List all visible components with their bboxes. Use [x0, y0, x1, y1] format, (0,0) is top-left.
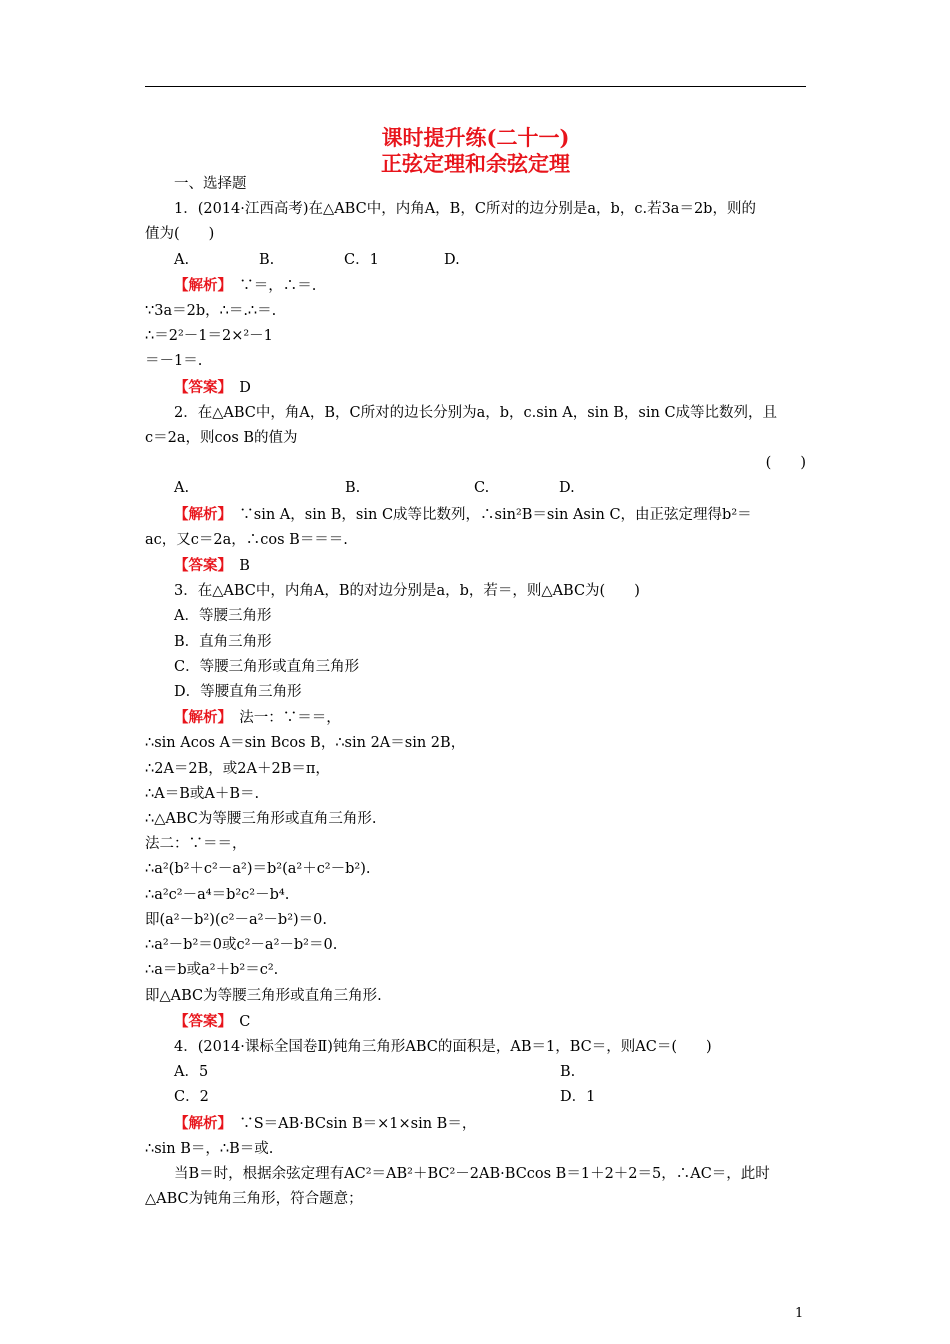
q3-option-d: D．等腰直角三角形 — [174, 684, 302, 701]
q1-answer-value: D — [239, 379, 251, 396]
q1-stem-cont: 值为( ) — [145, 226, 215, 243]
q3-answer-value: C — [239, 1013, 251, 1030]
q2-analysis-label: 【解析】 — [174, 505, 225, 523]
q1-options — [145, 248, 806, 273]
q3-answer — [145, 1009, 806, 1035]
q3-analysis-line: 法二：∵＝＝， — [145, 836, 247, 853]
q3-analysis — [145, 705, 806, 731]
document-body — [145, 172, 806, 1212]
q3-analysis-line: ∴a²(b²＋c²－a²)＝b²(a²＋c²－b²). — [145, 861, 371, 878]
q3-option-a: A．等腰三角形 — [174, 608, 272, 625]
q3-analysis-line: 即(a²－b²)(c²－a²－b²)＝0. — [145, 911, 328, 928]
q3-analysis-line: ∴a＝b或a²＋b²＝c². — [145, 962, 279, 979]
q1-answer-label: 【答案】 — [174, 378, 225, 396]
q3-analysis-label: 【解析】 — [174, 709, 225, 727]
q2-option-a: A. — [174, 480, 190, 497]
q2-option-d: D. — [559, 480, 575, 497]
q2-analysis — [145, 502, 806, 528]
page-subtitle: 正弦定理和余弦定理 — [381, 151, 570, 176]
q1-analysis-line: ∵3a＝2b，∴＝.∴＝. — [145, 303, 277, 320]
q4-option-a: A．5 — [174, 1064, 209, 1081]
q1-option-a: A. — [174, 251, 190, 268]
q1-analysis — [145, 273, 806, 299]
q4-stem: 4．(2014·课标全国卷Ⅱ)钝角三角形ABC的面积是，AB＝1，BC＝，则AC＝( ) — [174, 1038, 712, 1055]
q1-analysis-line: ∴＝2²－1＝2×²－1 — [145, 328, 273, 345]
q3-analysis-line: ∴A＝B或A＋B＝. — [145, 785, 260, 802]
q3-analysis-line: ∴2A＝2B，或2A＋2B＝π， — [145, 760, 330, 777]
q4-analysis — [145, 1111, 806, 1137]
q2-stem-cont: c＝2a，则cos B的值为 — [145, 430, 298, 447]
q2-answer-label: 【答案】 — [174, 557, 225, 575]
q2-paren: ( ) — [765, 455, 806, 472]
q4-analysis-line: △ABC为钝角三角形，符合题意； — [145, 1191, 363, 1208]
page-number: 1 — [795, 1306, 804, 1321]
q1-stem: 1．(2014·江西高考)在△ABC中，内角A，B，C所对的边分别是a，b，c.若3a＝2b，则的 — [174, 201, 756, 218]
q2-answer — [145, 553, 806, 579]
q3-analysis-line: ∴a²c²－a⁴＝b²c²－b⁴. — [145, 886, 290, 903]
q1-analysis-label: 【解析】 — [174, 276, 225, 294]
page-title: 课时提升练(二十一) — [381, 125, 570, 150]
q3-analysis-line: 即△ABC为等腰三角形或直角三角形. — [145, 987, 382, 1004]
q4-options-row1 — [145, 1060, 806, 1085]
q3-stem: 3．在△ABC中，内角A，B的对边分别是a，b，若＝，则△ABC为( ) — [174, 583, 640, 600]
q1-option-d: D. — [444, 251, 460, 268]
q2-options — [145, 476, 806, 501]
q4-option-b: B. — [560, 1064, 576, 1081]
q1-answer — [145, 375, 806, 401]
header-rule — [145, 86, 806, 87]
q3-option-b: B．直角三角形 — [174, 633, 272, 650]
q1-analysis-line: ∵＝，∴＝. — [239, 277, 317, 294]
q2-stem: 2．在△ABC中，角A，B，C所对的边长分别为a，b，c.sin A，sin B，sin C成等比数列，且 — [174, 404, 778, 421]
q3-answer-label: 【答案】 — [174, 1012, 225, 1030]
q2-analysis-text: ∵sin A，sin B，sin C成等比数列，∴sin²B＝sin Asin C，由正弦定理得b²＝ — [239, 506, 752, 523]
q4-analysis-first: ∵S＝AB·BCsin B＝×1×sin B＝， — [239, 1115, 477, 1132]
q4-analysis-line: 当B＝时，根据余弦定理有AC²＝AB²＋BC²－2AB·BCcos B＝1＋2＋2＝5，∴AC＝，此时 — [174, 1165, 770, 1182]
q2-answer-value: B — [239, 558, 250, 575]
q1-analysis-line: ＝－1＝. — [145, 353, 203, 370]
q2-analysis-cont: ac，又c＝2a，∴cos B＝＝＝. — [145, 531, 348, 548]
q3-analysis-line: ∴a²－b²＝0或c²－a²－b²＝0. — [145, 937, 338, 954]
q4-options-row2 — [145, 1085, 806, 1110]
q2-option-b: B. — [345, 480, 361, 497]
q2-option-c: C. — [474, 480, 490, 497]
q1-option-b: B. — [259, 251, 275, 268]
q3-analysis-line: ∴sin Acos A＝sin Bcos B，∴sin 2A＝sin 2B， — [145, 735, 466, 752]
section-heading: 一、选择题 — [174, 176, 247, 192]
q1-option-c: C．1 — [344, 251, 379, 268]
q4-option-c: C．2 — [174, 1089, 209, 1106]
q4-analysis-line: ∴sin B＝，∴B＝或. — [145, 1140, 274, 1157]
q4-option-d: D．1 — [560, 1089, 596, 1106]
q4-analysis-label: 【解析】 — [174, 1114, 225, 1132]
q3-option-c: C．等腰三角形或直角三角形 — [174, 658, 360, 675]
q3-analysis-line: ∴△ABC为等腰三角形或直角三角形. — [145, 811, 377, 828]
q3-analysis-first: 法一：∵＝＝， — [239, 710, 341, 727]
